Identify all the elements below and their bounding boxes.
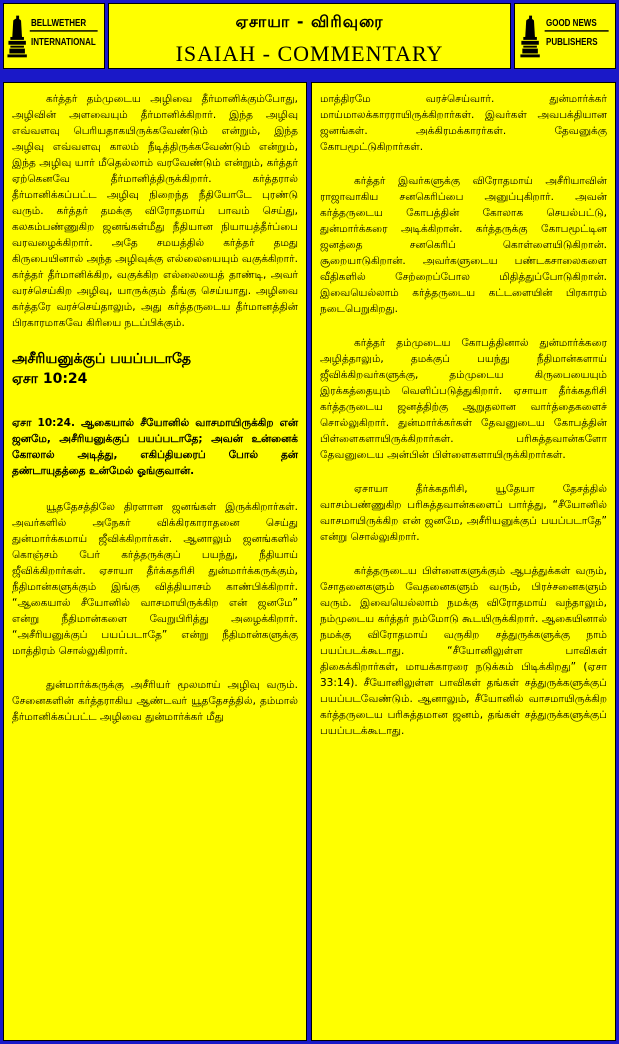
title-banner — [108, 3, 511, 69]
good-news-logo — [514, 3, 616, 69]
section-heading — [12, 349, 298, 389]
section-heading-title: அசீரியனுக்குப் பயப்படாதே — [12, 351, 192, 367]
page-title-english: ISAIAH - COMMENTARY — [175, 41, 444, 66]
right-paragraph-5: கர்த்தருடைய பிள்ளைகளுக்கும் ஆபத்துக்கள் வரும், சோதனைகளும் வேதனைகளும் வரும், பிரச்சனைகளும் வரும். இவையெல்லாம் நமக்கு விரோதமாய் வந்தாலும், நம்முடைய கர்த்தர் நம்மோடு கூடயிருக்கிறார். ஆகையினால் நமக்கு விரோதமாய் வருகிற சத்துருக்களுக்கு நாம் பயப்படக்கூடாது. “சீயோனிலுள்ள பாவிகள் திகைக்கிறார்கள், மாயக்காரரை நடுக்கம் பிடிக்கிறது” (ஏசா 33:14). சீயோனிலுள்ள பாவிகள் தங்கள் சத்துருக்களுக்குப் பயப்படவேண்டும். ஆனாலும், சீயோனில் வாசமாயிருக்கிற கர்த்தருடைய பரிசுத்தமான ஜனம், தங்கள் சத்துருக்களுக்குப் பயப்படக்கூடாது. — [320, 565, 607, 737]
logo-right-line1: GOOD NEWS — [546, 18, 597, 29]
section-heading-reference: ஏசா 10:24 — [12, 371, 88, 387]
right-paragraph-4: ஏசாயா தீர்க்கதரிசி, யூதேயா தேசத்தில் வாசம்பண்ணுகிற பரிசுத்தவான்களைப் பார்த்து, “சீயோனில் வாசமாயிருக்கிற என் ஜனமே, அசீரியனுக்குப் பயப்படாதே” என்று சொல்லுகிறார். — [320, 483, 607, 543]
left-column — [3, 82, 307, 1041]
bellwether-bell-icon — [4, 4, 104, 68]
right-paragraph-2: கர்த்தர் இவர்களுக்கு விரோதமாய் அசீரியாவின் ராஜாவாகிய சனகெரிப்பை அனுப்புகிறார். அவன் கர்த்தருடைய கோபத்தின் கோலாக செயல்பட்டு, துன்மார்க்கரை அடிக்கிறான். கர்த்தருக்கு கோபமூட்டின ஜனத்தை சனகெரிப் கொள்ளையிடுகிறான். சூறையாடுகிறான். அவர்களுடைய பண்டகசாலைகளை வீதிகளில் சேற்றைப்போல மிதித்துப்போடுகிறான். இவையெல்லாம் கர்த்தருடைய கட்டளையின் பிரகாரம் நடைபெறுகிறது. — [320, 175, 607, 315]
right-paragraph-3: கர்த்தர் தம்முடைய கோபத்தினால் துன்மார்க்கரை அழித்தாலும், தமக்குப் பயந்து நீதிமான்களாய் ஜீவிக்கிறவர்களுக்கு, தம்முடைய கிருபையையும் இரக்கத்தையும் வெளிப்படுத்துகிறார். ஏசாயா தீர்க்கதரிசி கர்த்தருடைய ஜனத்திற்கு ஆறுதலான வார்த்தைகளைச் சொல்லுகிறார். துன்மார்க்கர்கள் தேவனுடைய கோபத்தின் பிள்ளைகளாயிருக்கிறார்கள். பரிசுத்தவான்களோ தேவனுடைய அன்பின் பிள்ளைகளாயிருக்கிறார்கள். — [320, 337, 607, 461]
bellwether-logo — [3, 3, 105, 69]
page-title-tamil: ஏசாயா - விரிவுரை — [235, 12, 384, 31]
left-paragraph-2: யூததேசத்திலே திரளான ஜனங்கள் இருக்கிறார்கள். அவர்களில் அநேகர் விக்கிரகாராதனை செய்து துன்மார்க்கமாய் ஜீவிக்கிறார்கள். ஆனாலும் ஜனங்களில் கொஞ்சம் பேர் கர்த்தருக்குப் பயந்து, நீதியாய் ஜீவிக்கிறார்கள். ஏசாயா தீர்க்கதரிசி துன்மார்க்கருக்கும், நீதிமான்களுக்கும் இங்கு வித்தியாசம் காண்பிக்கிறார். “ஆகையால் சீயோனில் வாசமாயிருக்கிற என் ஜனமே” என்று நீதிமான்களை வேறுபிரித்து அழைக்கிறார். “அசீரியனுக்குப் பயப்படாதே” என்று நீதிமான்களுக்கு மாத்திரம் சொல்லுகிறார். — [12, 501, 298, 657]
logo-right-line2: PUBLISHERS — [546, 37, 598, 48]
logo-left-line1: BELLWETHER — [31, 18, 87, 29]
left-paragraph-3: துன்மார்க்கருக்கு அசீரியர் மூலமாய் அழிவு வரும். சேனைகளின் கர்த்தராகிய ஆண்டவர் யூததேசத்தில், தம்மால் தீர்மானிக்கப்பட்ட அழிவை துன்மார்க்கர் மீது — [12, 679, 298, 723]
right-paragraph-1: மாத்திரமே வரச்செய்வார். துன்மார்க்கர் மாய்மாலக்காரராயிருக்கிறார்கள். இவர்கள் அவபக்தியான ஜனங்கள். அக்கிரமக்காரர்கள். தேவனுக்கு கோபமூட்டுகிறார்கள். — [320, 93, 607, 153]
left-paragraph-1: கர்த்தர் தம்முடைய அழிவை தீர்மானிக்கும்போது, அழிவின் அளவையும் தீர்மானிக்கிறார். இந்த அழிவு எவ்வளவு பெரியதாகயிருக்கவேண்டும் என்றும், இந்த அழிவு எவ்வளவு காலம் நீடித்திருக்கவேண்டும் என்றும், இந்த அழிவு யார் மீதெல்லாம் வரவேண்டும் என்றும், கர்த்தர் ஏற்கெனவே தீர்மானித்திருக்கிறார். கர்த்தரால் தீர்மானிக்கப்பட்ட அழிவு நிறைந்த நீதியோடே புரண்டு வரும். கர்த்தர் தமக்கு விரோதமாய் பாவம் செய்து, கலகம்பண்ணுகிற ஜனங்கள்மீது நீதியான நியாயத்தீர்ப்பை வரவழைக்கிறார். அதே சமயத்தில் கர்த்தர் தமது கிருபையினால் அந்த அழிவுக்கு எல்லையையும் வகுக்கிறார். கர்த்தர் தீர்மானிக்கிற, வகுக்கிற எல்லையைத் தாண்டி, அவர் வரச்செய்கிற அழிவு, யாருக்கும் தீங்கு செய்யாது. அழிவை கர்த்தரே வரச்செய்தாலும், அது கர்த்தருடைய தீர்மானத்தின் பிரகாரமாகவே கிரியை நடப்பிக்கும். — [12, 93, 298, 329]
scripture-verse: ஏசா 10:24. ஆகையால் சீயோனில் வாசமாயிருக்கிற என் ஜனமே, அசீரியனுக்குப் பயப்படாதே; அவன் உன்னைக் கோலால் அடித்து, எகிப்தியரைப் போல் தன் தண்டாயுதத்தை உன்மேல் ஓங்குவான். — [12, 417, 298, 477]
good-news-bell-icon — [515, 4, 615, 68]
logo-left-line2: INTERNATIONAL — [31, 37, 96, 48]
right-column — [311, 82, 616, 1041]
